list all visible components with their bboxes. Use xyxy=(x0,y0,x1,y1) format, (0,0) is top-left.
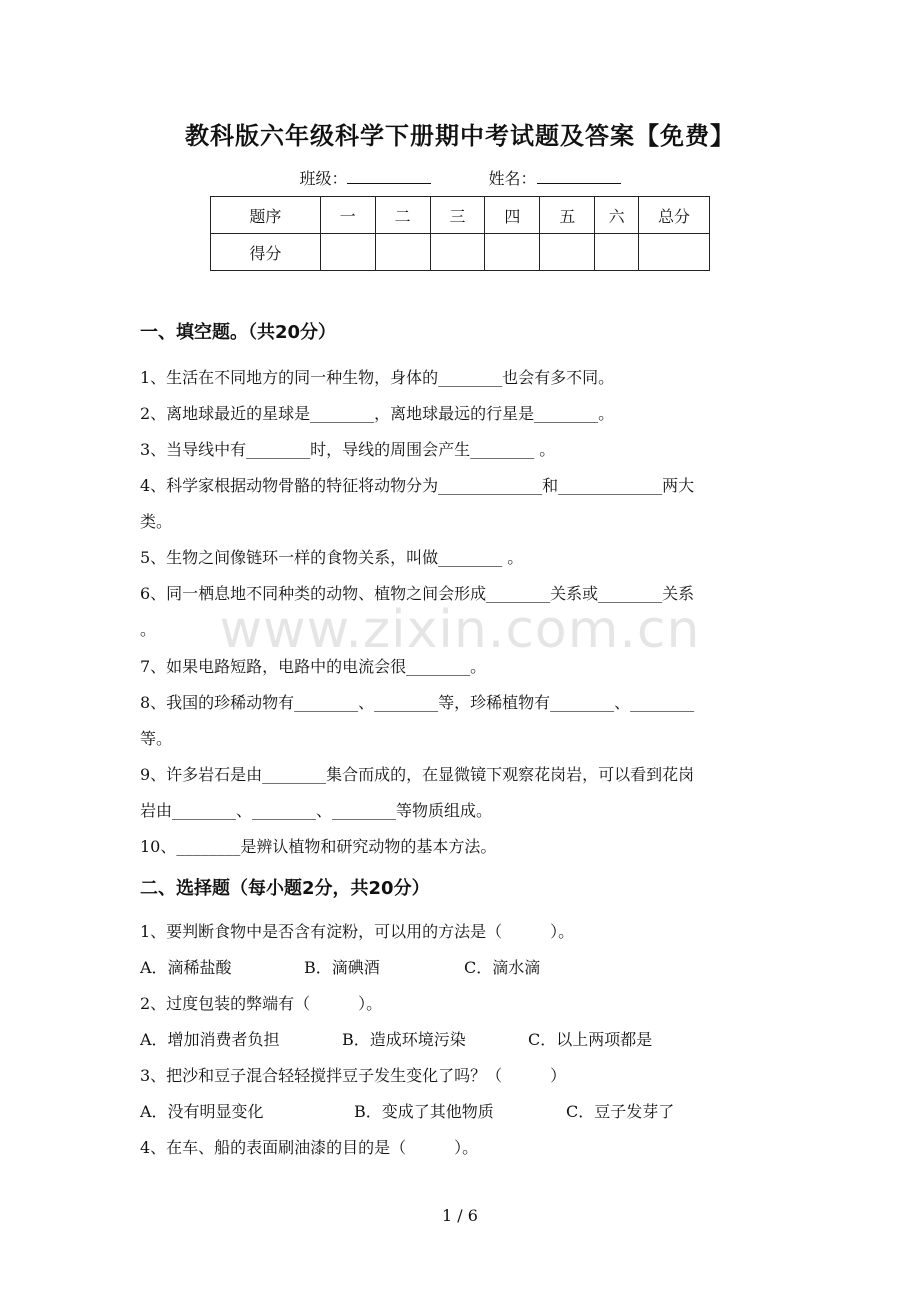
option-3b[interactable]: B．变成了其他物质 xyxy=(354,1102,494,1121)
option-1a[interactable]: A．滴稀盐酸 xyxy=(140,958,232,977)
fill-line-4: 4、科学家根据动物骨骼的特征将动物分为_____________和_____________两大 xyxy=(140,476,695,495)
header-cell-6: 六 xyxy=(595,197,639,234)
score-cell-6[interactable] xyxy=(595,234,639,271)
fill-line-2: 2、离地球最近的星球是________，离地球最远的行星是________。 xyxy=(140,404,615,423)
choice-options-3 xyxy=(140,1099,780,1122)
option-3a[interactable]: A．没有明显变化 xyxy=(140,1102,264,1121)
score-cell-1[interactable] xyxy=(320,234,375,271)
choice-options-1 xyxy=(140,955,780,978)
fill-line-9-cont: 岩由________、________、________等物质组成。 xyxy=(140,801,493,820)
header-cell-5: 五 xyxy=(540,197,595,234)
fill-line-8-cont: 等。 xyxy=(140,729,173,748)
class-label: 班级： xyxy=(299,169,348,188)
score-table-score-row xyxy=(211,234,710,271)
choice-options-2 xyxy=(140,1027,780,1050)
page-title: 教科版六年级科学下册期中考试题及答案【免费】 xyxy=(185,122,735,150)
fill-line-3: 3、当导线中有________时，导线的周围会产生________ 。 xyxy=(140,440,556,459)
option-1b[interactable]: B．滴碘酒 xyxy=(304,958,380,977)
student-info-row xyxy=(0,166,920,189)
fill-line-8: 8、我国的珍稀动物有________、________等，珍稀植物有________、________ xyxy=(140,693,695,712)
option-3c[interactable]: C．豆子发芽了 xyxy=(566,1102,675,1121)
name-label: 姓名： xyxy=(488,169,537,188)
fill-line-1: 1、生活在不同地方的同一种生物，身体的________也会有多不同。 xyxy=(140,368,615,387)
score-table-header-row xyxy=(211,197,710,234)
choice-question-4: 4、在车、船的表面刷油漆的目的是（ ）。 xyxy=(140,1138,479,1157)
option-1c[interactable]: C．滴水滴 xyxy=(464,958,541,977)
header-cell-4: 四 xyxy=(485,197,540,234)
score-row-label: 得分 xyxy=(211,234,321,271)
fill-line-9: 9、许多岩石是由________集合而成的，在显微镜下观察花岗岩，可以看到花岗 xyxy=(140,765,695,784)
page-number: 1 / 6 xyxy=(442,1206,478,1225)
choice-question-1: 1、要判断食物中是否含有淀粉，可以用的方法是（ ）。 xyxy=(140,922,575,941)
watermark: www.zixin.com.cn xyxy=(219,600,701,660)
fill-line-10: 10、________是辨认植物和研究动物的基本方法。 xyxy=(140,837,497,856)
class-blank[interactable] xyxy=(347,167,431,184)
header-cell-total: 总分 xyxy=(639,197,710,234)
fill-line-4-cont: 类。 xyxy=(140,512,173,531)
score-cell-4[interactable] xyxy=(485,234,540,271)
option-2c[interactable]: C．以上两项都是 xyxy=(528,1030,653,1049)
choice-question-2: 2、过度包装的弊端有（ ）。 xyxy=(140,994,383,1013)
fill-line-6-cont: 。 xyxy=(140,620,157,639)
header-cell-1: 一 xyxy=(320,197,375,234)
fill-line-7: 7、如果电路短路，电路中的电流会很________。 xyxy=(140,657,487,676)
fill-line-5: 5、生物之间像链环一样的食物关系，叫做________ 。 xyxy=(140,548,524,567)
header-cell-2: 二 xyxy=(375,197,430,234)
fill-line-6: 6、同一栖息地不同种类的动物、植物之间会形成________关系或________关系 xyxy=(140,584,695,603)
option-2b[interactable]: B．造成环境污染 xyxy=(342,1030,466,1049)
section2-heading: 二、选择题（每小题2分，共20分） xyxy=(140,878,430,899)
name-blank[interactable] xyxy=(537,167,621,184)
score-cell-5[interactable] xyxy=(540,234,595,271)
score-cell-3[interactable] xyxy=(430,234,485,271)
header-cell-3: 三 xyxy=(430,197,485,234)
section1-heading: 一、填空题。（共20分） xyxy=(140,322,337,343)
choice-question-3: 3、把沙和豆子混合轻轻搅拌豆子发生变化了吗？（ ） xyxy=(140,1066,567,1085)
header-cell-order: 题序 xyxy=(211,197,321,234)
option-2a[interactable]: A．增加消费者负担 xyxy=(140,1030,280,1049)
score-table xyxy=(210,196,710,271)
score-cell-total[interactable] xyxy=(639,234,710,271)
score-cell-2[interactable] xyxy=(375,234,430,271)
